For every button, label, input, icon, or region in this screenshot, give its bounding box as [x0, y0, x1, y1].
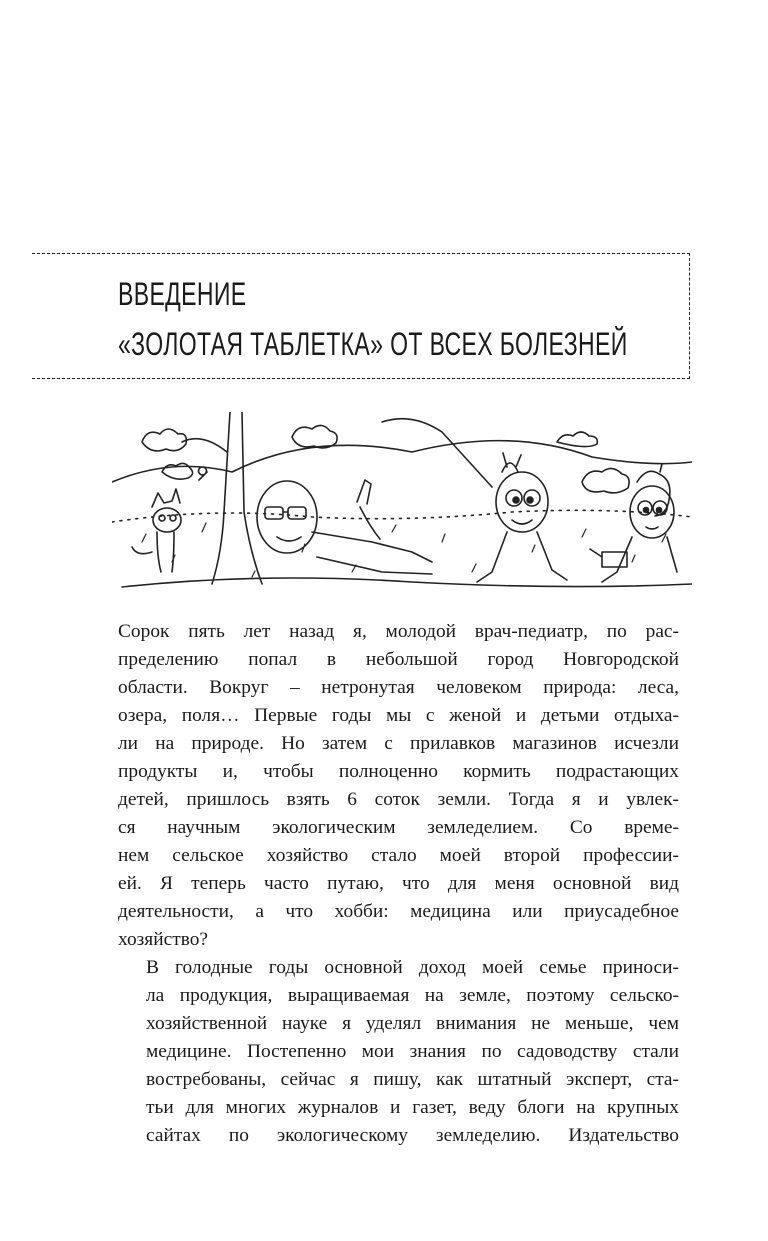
text-line: тьи для многих журналов и газет, веду блоги на крупных [146, 1097, 679, 1118]
text-line: деятельности, а что хобби: медицина или приусадебное [118, 901, 679, 922]
text-line: ла продукция, выращиваемая на земле, поэтому сельско- [146, 985, 679, 1006]
text-line: продукты и, чтобы полноценно кормить подрастающих [118, 761, 679, 782]
text-line: хозяйство? [118, 929, 209, 950]
text-line: сайтах по экологическому земледелию. Издательство [146, 1125, 679, 1146]
text-line: ли на природе. Но затем с прилавков магазинов исчезли [118, 733, 679, 754]
paragraph-1 [118, 618, 679, 954]
text-line: пределению попал в небольшой город Новгородской [118, 649, 679, 670]
cartoon-garden-scene-icon [112, 412, 692, 592]
text-line: детей, пришлось взять 6 соток земли. Тогда я и увлек- [118, 789, 679, 810]
text-line: медицине. Постепенно мои знания по садоводству стали [146, 1041, 679, 1062]
text-line: ся научным экологическим земледелием. Со време- [118, 817, 679, 838]
text-line: нем сельское хозяйство стало моей второй профессии- [118, 845, 679, 866]
text-line: ей. Я теперь часто путаю, что для меня основной вид [118, 873, 679, 894]
text-line: Сорок пять лет назад я, молодой врач-педиатр, по рас- [118, 621, 679, 642]
chapter-label: ВВЕДЕНИЕ [118, 276, 247, 312]
chapter-title: «ЗОЛОТАЯ ТАБЛЕТКА» ОТ ВСЕХ БОЛЕЗНЕЙ [118, 326, 628, 362]
text-line: хозяйственной науке я уделял внимания не меньше, чем [146, 1013, 679, 1034]
text-line: озера, поля… Первые годы мы с женой и детьми отдыха- [118, 705, 679, 726]
text-line: востребованы, сейчас я пишу, как штатный эксперт, ста- [146, 1069, 679, 1090]
paragraph-2 [118, 954, 679, 1150]
text-line: В голодные годы основной доход моей семье приноси- [146, 957, 679, 978]
text-line: области. Вокруг – нетронутая человеком природа: леса, [118, 677, 679, 698]
body-text [118, 618, 679, 1150]
